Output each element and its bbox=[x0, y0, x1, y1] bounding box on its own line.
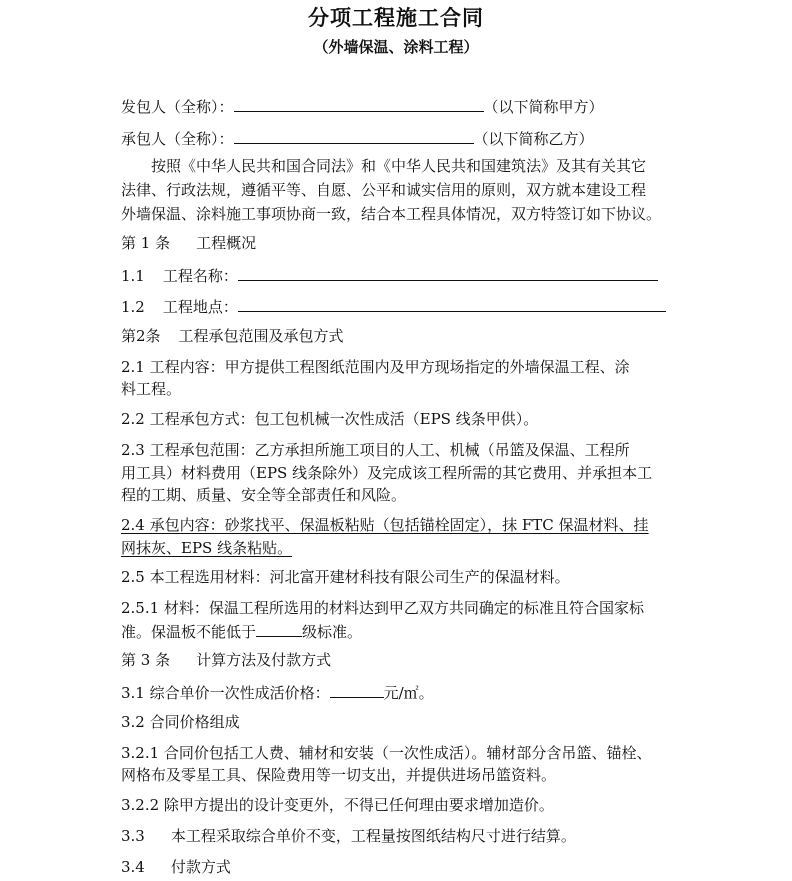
section-2-3-line-3: 程的工期、质量、安全等全部责任和风险。 bbox=[121, 486, 407, 504]
party-b-label: 承包人（全称）： bbox=[121, 130, 234, 148]
section-1-2-number: 1.2 bbox=[121, 298, 145, 316]
party-a-label: 发包人（全称）： bbox=[121, 98, 234, 116]
section-2-1-line-1: 2.1 工程内容：甲方提供工程图纸范围内及甲方现场指定的外墙保温工程、涂 bbox=[121, 358, 630, 376]
unit-price-blank[interactable] bbox=[330, 680, 384, 698]
project-location-blank[interactable] bbox=[238, 294, 666, 312]
article-2-heading bbox=[121, 325, 344, 347]
section-3-2-2: 3.2.2 除甲方提出的设计变更外，不得已任何理由要求增加造价。 bbox=[121, 796, 554, 814]
section-3-2: 3.2 合同价格组成 bbox=[121, 713, 240, 731]
article-3-number: 第 3 条 bbox=[121, 651, 171, 669]
section-2-5-1-line-2 bbox=[121, 619, 362, 643]
article-1-number: 第 1 条 bbox=[121, 234, 171, 252]
section-1-1 bbox=[121, 263, 658, 287]
section-3-3-text: 本工程采取综合单价不变，工程量按图纸结构尺寸进行结算。 bbox=[170, 827, 576, 845]
section-3-2-1-line-2: 网格布及零星工具、保险费用等一切支出，并提供进场吊篮资料。 bbox=[121, 766, 557, 784]
section-2-5: 2.5 本工程选用材料：河北富开建材科技有限公司生产的保温材料。 bbox=[121, 568, 570, 586]
article-3-heading bbox=[121, 649, 331, 671]
section-2-4-line-2: 网抹灰、EPS 线条粘贴。 bbox=[121, 539, 293, 557]
section-3-3 bbox=[121, 825, 576, 847]
article-3-title: 计算方法及付款方式 bbox=[196, 651, 332, 669]
section-3-3-number: 3.3 bbox=[121, 827, 145, 845]
project-name-blank[interactable] bbox=[238, 263, 658, 281]
intro-line-3: 外墙保温、涂料施工事项协商一致，结合本工程具体情况，双方特签订如下协议。 bbox=[121, 205, 662, 223]
section-1-1-number: 1.1 bbox=[121, 267, 145, 285]
article-2-title: 工程承包范围及承包方式 bbox=[178, 327, 344, 345]
document-title: 分项工程施工合同 bbox=[308, 6, 484, 30]
intro-line-1: 按照《中华人民共和国合同法》和《中华人民共和国建筑法》及其有关其它 bbox=[151, 157, 647, 175]
section-2-5-1-text-b: 级标准。 bbox=[302, 623, 363, 641]
section-1-2 bbox=[121, 294, 666, 318]
party-b-name-blank[interactable] bbox=[234, 126, 474, 144]
intro-line-2: 法律、行政法规，遵循平等、自愿、公平和诚实信用的原则，双方就本建设工程 bbox=[121, 181, 647, 199]
section-3-1-text-a: 3.1 综合单价一次性成活价格： bbox=[121, 684, 330, 702]
party-b-suffix: （以下简称乙方） bbox=[473, 130, 594, 148]
article-1-heading bbox=[121, 232, 256, 254]
party-a-line bbox=[121, 94, 604, 118]
section-3-4 bbox=[121, 856, 231, 878]
article-2-number: 第2条 bbox=[121, 327, 161, 345]
section-3-4-number: 3.4 bbox=[121, 858, 145, 876]
party-b-line bbox=[121, 126, 594, 150]
section-3-4-text: 付款方式 bbox=[170, 858, 231, 876]
document-subtitle: （外墙保温、涂料工程） bbox=[313, 38, 479, 56]
section-1-2-label: 工程地点： bbox=[162, 298, 238, 316]
insulation-grade-blank[interactable] bbox=[256, 619, 302, 637]
section-2-3-line-2: 用工具）材料费用（EPS 线条除外）及完成该工程所需的其它费用、并承担本工 bbox=[121, 464, 653, 482]
section-2-1-line-2: 料工程。 bbox=[121, 380, 182, 398]
section-3-1-text-b: 元/㎡。 bbox=[383, 684, 434, 702]
party-a-name-blank[interactable] bbox=[234, 94, 484, 112]
article-1-title: 工程概况 bbox=[196, 234, 257, 252]
section-2-4-line-1: 2.4 承包内容：砂浆找平、保温板粘贴（包括锚栓固定），抹 FTC 保温材料、挂 bbox=[121, 516, 649, 534]
section-2-3-line-1: 2.3 工程承包范围：乙方承担所施工项目的人工、机械（吊篮及保温、工程所 bbox=[121, 441, 630, 459]
section-3-1 bbox=[121, 680, 434, 704]
party-a-suffix: （以下简称甲方） bbox=[483, 98, 604, 116]
section-2-5-1-text-a: 准。保温板不能低于 bbox=[121, 623, 257, 641]
section-1-1-label: 工程名称： bbox=[162, 267, 238, 285]
section-3-2-1-line-1: 3.2.1 合同价包括工人费、辅材和安装（一次性成活）。辅材部分含吊篮、锚栓、 bbox=[121, 744, 652, 762]
section-2-5-1-line-1: 2.5.1 材料：保温工程所选用的材料达到甲乙双方共同确定的标准且符合国家标 bbox=[121, 599, 644, 617]
section-2-2: 2.2 工程承包方式：包工包机械一次性成活（EPS 线条甲供）。 bbox=[121, 410, 539, 428]
